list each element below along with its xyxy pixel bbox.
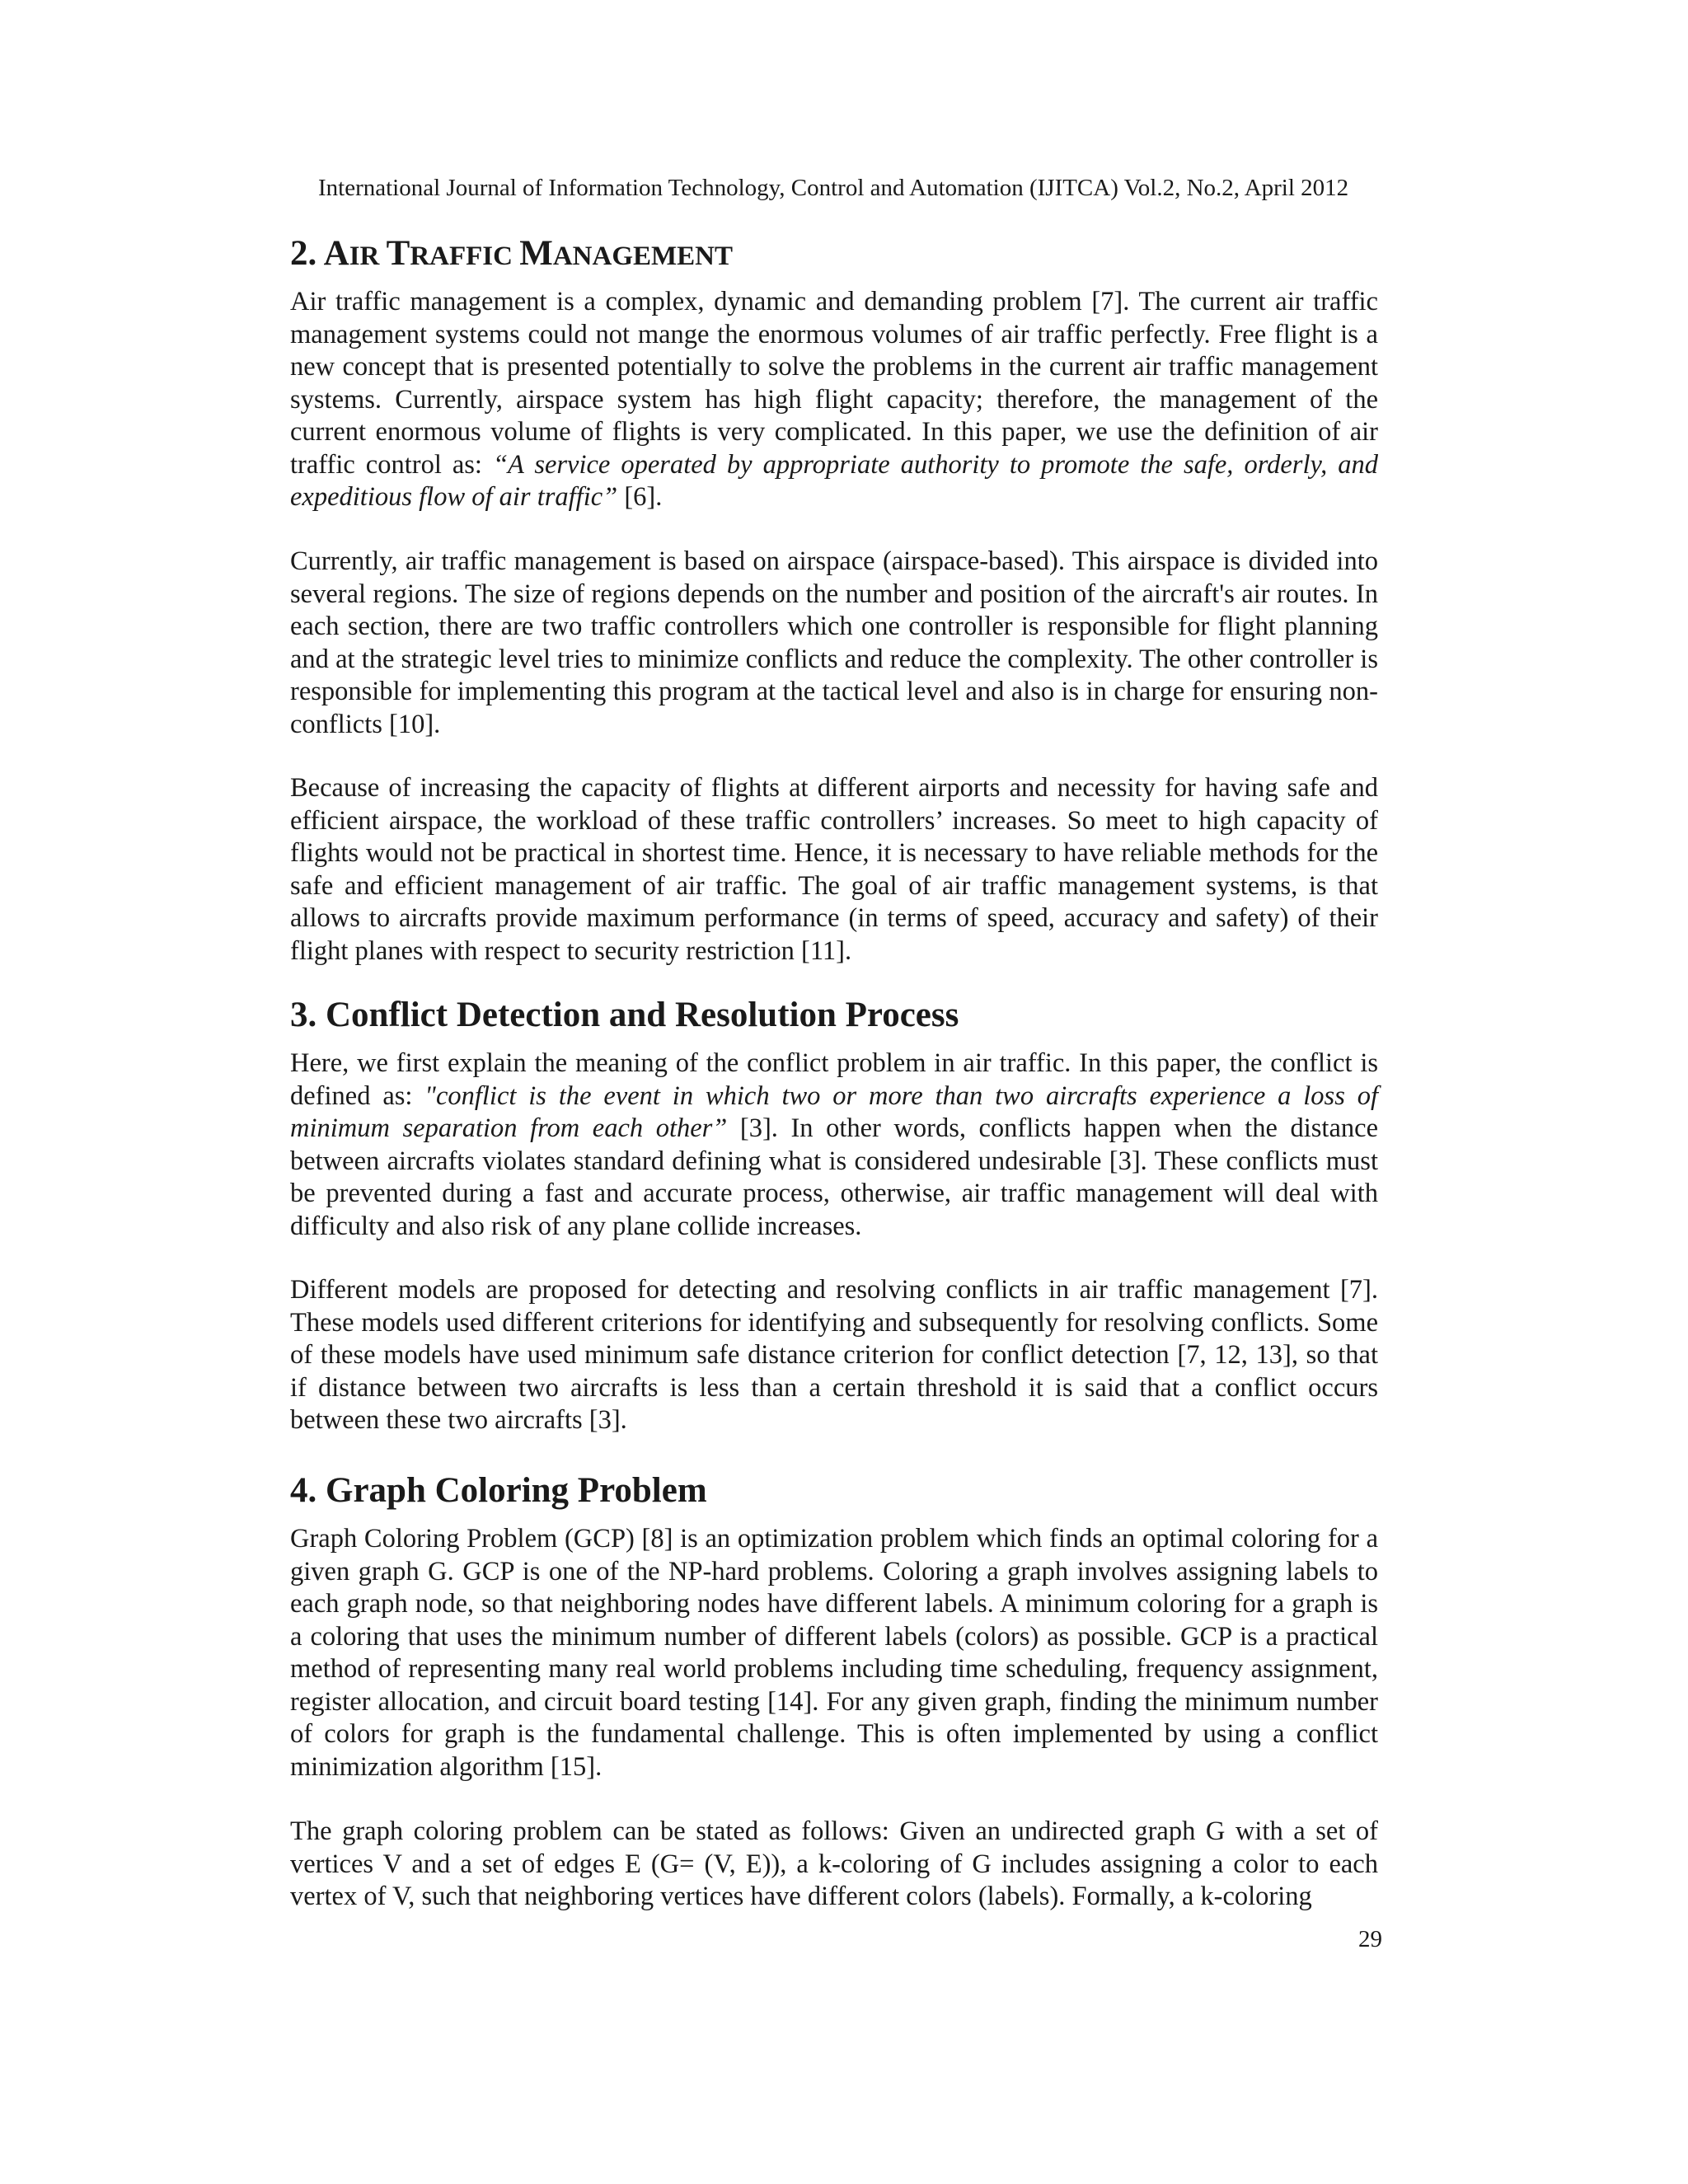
section-3-paragraph-1: Here, we first explain the meaning of the conflict problem in air traffic. In this paper, the conflict is defined as: "conflict is the event in which two or more than two aircrafts experience a loss of minimum separation from each other” [3]. In other words, conflicts happen when the distance between aircrafts violates standard defining what is considered undesirable [3]. These conflicts must be prevented during a fast and accurate process, otherwise, air traffic management will deal with difficulty and also risk of any plane collide increases. xyxy=(290,1048,1378,1241)
section-2-paragraph-3: Because of increasing the capacity of flights at different airports and necessity for having safe and efficient airspace, the workload of these traffic controllers’ increases. So meet to high capacity of flights would not be practical in shortest time. Hence, it is necessary to have reliable methods for the safe and efficient management of air traffic. The goal of air traffic management systems, is that allows to aircrafts provide maximum performance (in terms of speed, accuracy and safety) of their flight planes with respect to security restriction [11]. xyxy=(290,773,1378,966)
running-header: International Journal of Information Technology, Control and Automation (IJITCA) Vol.2, No.2, April 2012 xyxy=(318,175,1349,201)
section-4-paragraph-1: Graph Coloring Problem (GCP) [8] is an optimization problem which finds an optimal coloring for a given graph G. GCP is one of the NP-hard problems. Coloring a graph involves assigning labels to each graph node, so that neighboring nodes have different labels. A minimum coloring for a graph is a coloring that uses the minimum number of different labels (colors) as possible. GCP is a practical method of representing many real world problems including time scheduling, frequency assignment, register allocation, and circuit board testing [14]. For any given graph, finding the minimum number of colors for graph is the fundamental challenge. This is often implemented by using a conflict minimization algorithm [15]. xyxy=(290,1524,1378,1782)
section-3-paragraph-2: Different models are proposed for detecting and resolving conflicts in air traffic management [7]. These models used different criterions for identifying and subsequently for resolving conflicts. Some of these models have used minimum safe distance criterion for conflict detection [7, 12, 13], so that if distance between two aircrafts is less than a certain threshold it is said that a conflict occurs between these two aircrafts [3]. xyxy=(290,1275,1378,1435)
section-2-paragraph-1: Air traffic management is a complex, dynamic and demanding problem [7]. The current air traffic management systems could not mange the enormous volumes of air traffic perfectly. Free flight is a new concept that is presented potentially to solve the problems in the current air traffic management systems. Currently, airspace system has high flight capacity; therefore, the management of the current enormous volume of flights is very complicated. In this paper, we use the definition of air traffic control as: “A service operated by appropriate authority to promote the safe, orderly, and expeditious flow of air traffic” [6]. xyxy=(290,287,1379,512)
section-2-number: 2. xyxy=(290,234,324,273)
page-number: 29 xyxy=(1358,1926,1382,1952)
conflict-definition-quote: "conflict is the event in which two or more than two aircrafts experience a loss of minimum separation from each other” xyxy=(290,1080,1378,1143)
section-2-paragraph-2: Currently, air traffic management is based on airspace (airspace-based). This airspace is divided into several regions. The size of regions depends on the number and position of the aircraft's air routes. In each section, there are two traffic controllers which one controller is responsible for flight planning and at the strategic level tries to minimize conflicts and reduce the complexity. The other controller is responsible for implementing this program at the tactical level and also is in charge for ensuring non-conflicts [10]. xyxy=(290,546,1378,739)
section-3-heading: 3. Conflict Detection and Resolution Process xyxy=(290,996,959,1034)
atc-definition-quote: “A service operated by appropriate authority to promote the safe, orderly, and expeditious flow of air traffic” xyxy=(290,449,1379,512)
section-2-heading: 2. AIR TRAFFIC MANAGEMENT xyxy=(290,234,734,273)
section-4-paragraph-2: The graph coloring problem can be stated as follows: Given an undirected graph G with a set of vertices V and a set of edges E (G= (V, E)), a k-coloring of G includes assigning a color to each vertex of V, such that neighboring vertices have different colors (labels). Formally, a k-coloring xyxy=(290,1816,1378,1911)
section-4-heading: 4. Graph Coloring Problem xyxy=(290,1471,707,1510)
